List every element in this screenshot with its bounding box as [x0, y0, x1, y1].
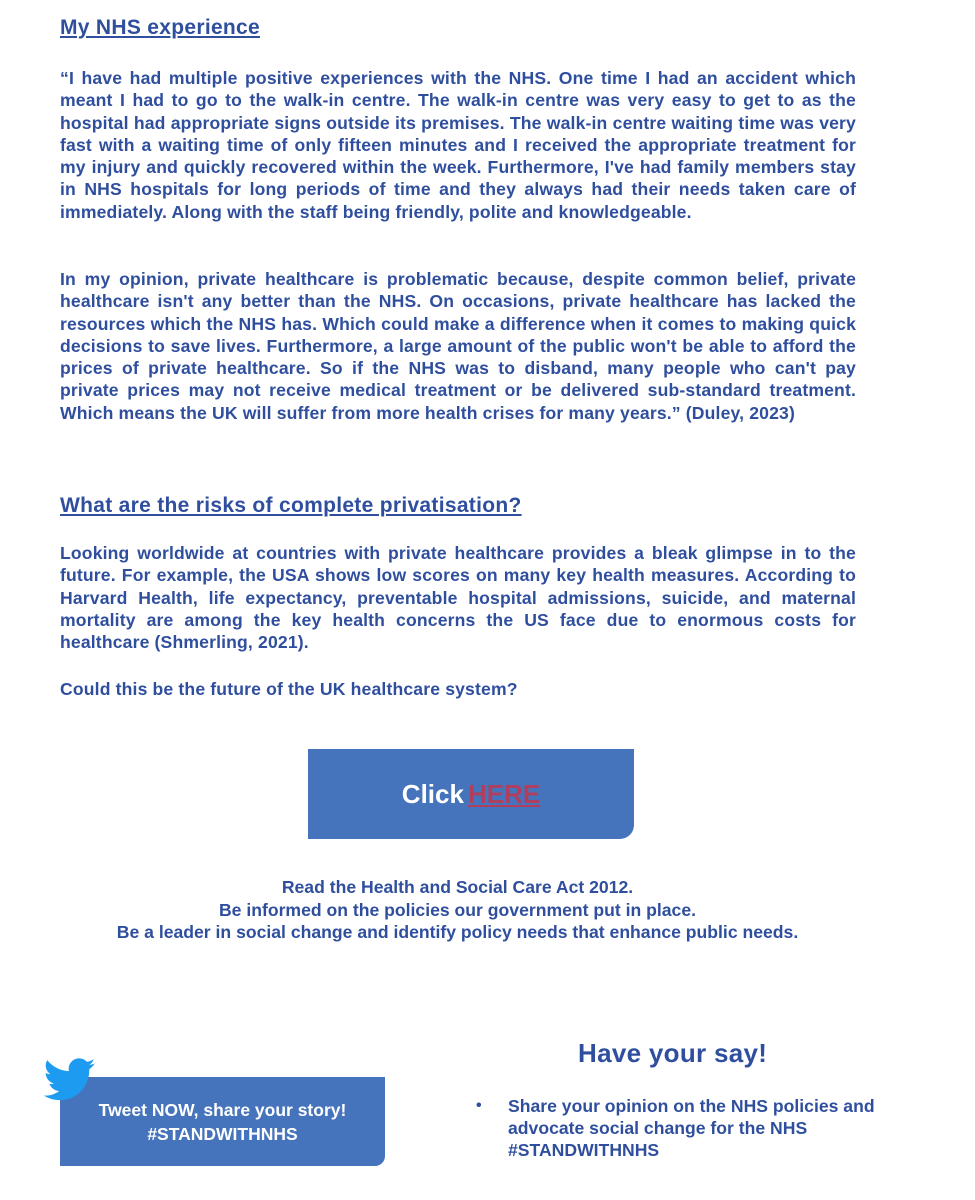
section-heading-nhs-experience: My NHS experience [60, 16, 261, 39]
future-question: Could this be the future of the UK healthcare system? [60, 679, 518, 699]
nhs-experience-paragraph-1: “I have had multiple positive experiences with the NHS. One time I had an accident which meant I had to go to the walk-in centre. The walk-in centre was very easy to get to as the hospital had appropriate signs outside its premises. The walk-in centre waiting time was very fast with a waiting time of only fifteen minutes and I received the appropriate treatment for my injury and quickly recovered within the week. Furthermore, I've had family members stay in NHS hospitals for long periods of time and they always had their needs taken care of immediately. Along with the staff being friendly, polite and knowledgeable. [60, 68, 856, 222]
tweet-now-button[interactable] [60, 1077, 385, 1166]
here-link[interactable]: HERE [467, 778, 541, 809]
have-your-say-title: Have your say! [578, 1038, 768, 1068]
have-your-say-list [472, 1095, 942, 1161]
tweet-hashtag: #STANDWITHNHS [147, 1123, 298, 1144]
info-line: Read the Health and Social Care Act 2012. [281, 877, 634, 897]
nhs-experience-paragraph-2: In my opinion, private healthcare is problematic because, despite common belief, private healthcare isn't any better than the NHS. On occasions, private healthcare has lacked the resources which the NHS has. Which could make a difference when it comes to making quick decisions to save lives. Furthermore, a large amount of the public won't be able to afford the prices of private healthcare. So if the NHS was to disband, many people who can't pay private prices may not receive medical treatment or be delivered sub-standard treatment. Which means the UK will suffer from more health crises for many years.” (Duley, 2023) [60, 269, 856, 423]
info-line: Be informed on the policies our government put in place. [218, 899, 697, 920]
tweet-line: Tweet NOW, share your story! [98, 1099, 347, 1120]
info-block [0, 876, 915, 944]
privatisation-paragraph: Looking worldwide at countries with private healthcare provides a bleak glimpse in to the future. For example, the USA shows low scores on many key health measures. According to Harvard Health, life expectancy, preventable hospital admissions, suicide, and maternal mortality are among the key health concerns the US face due to enormous costs for healthcare (Shmerling, 2021). [60, 543, 856, 653]
twitter-bird-icon [44, 1057, 96, 1103]
click-label: Click [401, 778, 464, 809]
list-item: • Share your opinion on the NHS policies and advocate social change for the NHS #STANDWITHNHS [472, 1095, 942, 1161]
info-line: Be a leader in social change and identify policy needs that enhance public needs. [116, 922, 799, 943]
click-here-button[interactable] [308, 749, 634, 839]
section-heading-privatisation-risks: What are the risks of complete privatisation? [60, 494, 522, 517]
